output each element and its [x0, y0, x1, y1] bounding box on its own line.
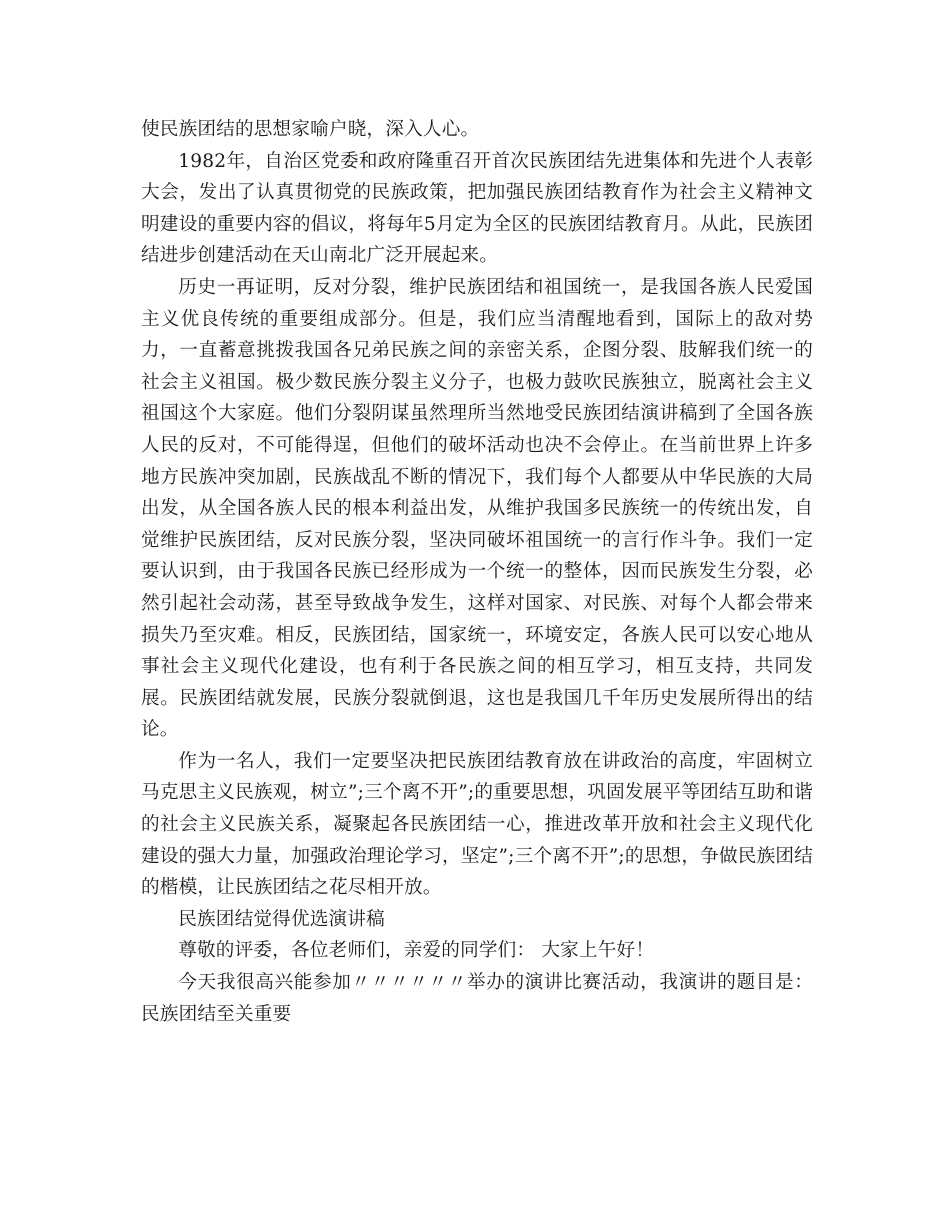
document-body	[141, 114, 813, 1030]
paragraph-2: 1982年，自治区党委和政府隆重召开首次民族团结先进集体和先进个人表彰大会，发出了认真贯彻党的民族政策，把加强民族团结教育作为社会主义精神文明建设的重要内容的倡议，将每年5月定为全区的民族团结教育月。从此，民族团结进步创建活动在天山南北广泛开展起来。	[141, 150, 813, 267]
paragraph-1: 使民族团结的思想家喻户晓，深入人心。	[141, 119, 480, 140]
speech-opening: 今天我很高兴能参加〃〃〃〃〃〃举办的演讲比赛活动，我演讲的题目是：民族团结至关重要	[141, 972, 813, 1025]
speech-greeting: 尊敬的评委，各位老师们，亲爱的同学们： 大家上午好！	[178, 940, 655, 962]
paragraph-4: 作为一名人，我们一定要坚决把民族团结教育放在讲政治的高度，牢固树立马克思主义民族观，树立”;三个离不开”;的重要思想，巩固发展平等团结互助和谐的社会主义民族关系，凝聚起各民族团结一心，推进改革开放和社会主义现代化建设的强大力量，加强政治理论学习，坚定”;三个离不开”;的思想，争做民族团结的楷模，让民族团结之花尽相开放。	[141, 750, 813, 899]
paragraph-3: 历史一再证明，反对分裂，维护民族团结和祖国统一，是我国各族人民爱国主义优良传统的重要组成部分。但是，我们应当清醒地看到，国际上的敌对势力，一直蓄意挑拨我国各兄弟民族之间的亲密关系，企图分裂、肢解我们统一的社会主义祖国。极少数民族分裂主义分子，也极力鼓吹民族独立，脱离社会主义祖国这个大家庭。他们分裂阴谋虽然理所当然地受民族团结演讲稿到了全国各族人民的反对，不可能得逞，但他们的破坏活动也决不会停止。在当前世界上许多地方民族冲突加剧，民族战乱不断的情况下，我们每个人都要从中华民族的大局出发，从全国各族人民的根本利益出发，从维护我国多民族统一的传统出发，自觉维护民族团结，反对民族分裂，坚决同破坏祖国统一的言行作斗争。我们一定要认识到，由于我国各民族已经形成为一个统一的整体，因而民族发生分裂，必然引起社会动荡，甚至导致战争发生，这样对国家、对民族、对每个人都会带来损失乃至灾难。相反，民族团结，国家统一，环境安定，各族人民可以安心地从事社会主义现代化建设，也有利于各民族之间的相互学习，相互支持，共同发展。民族团结就发展，民族分裂就倒退，这也是我国几千年历史发展所得出的结论。	[141, 276, 813, 741]
speech-title: 民族团结觉得优选演讲稿	[178, 908, 385, 930]
